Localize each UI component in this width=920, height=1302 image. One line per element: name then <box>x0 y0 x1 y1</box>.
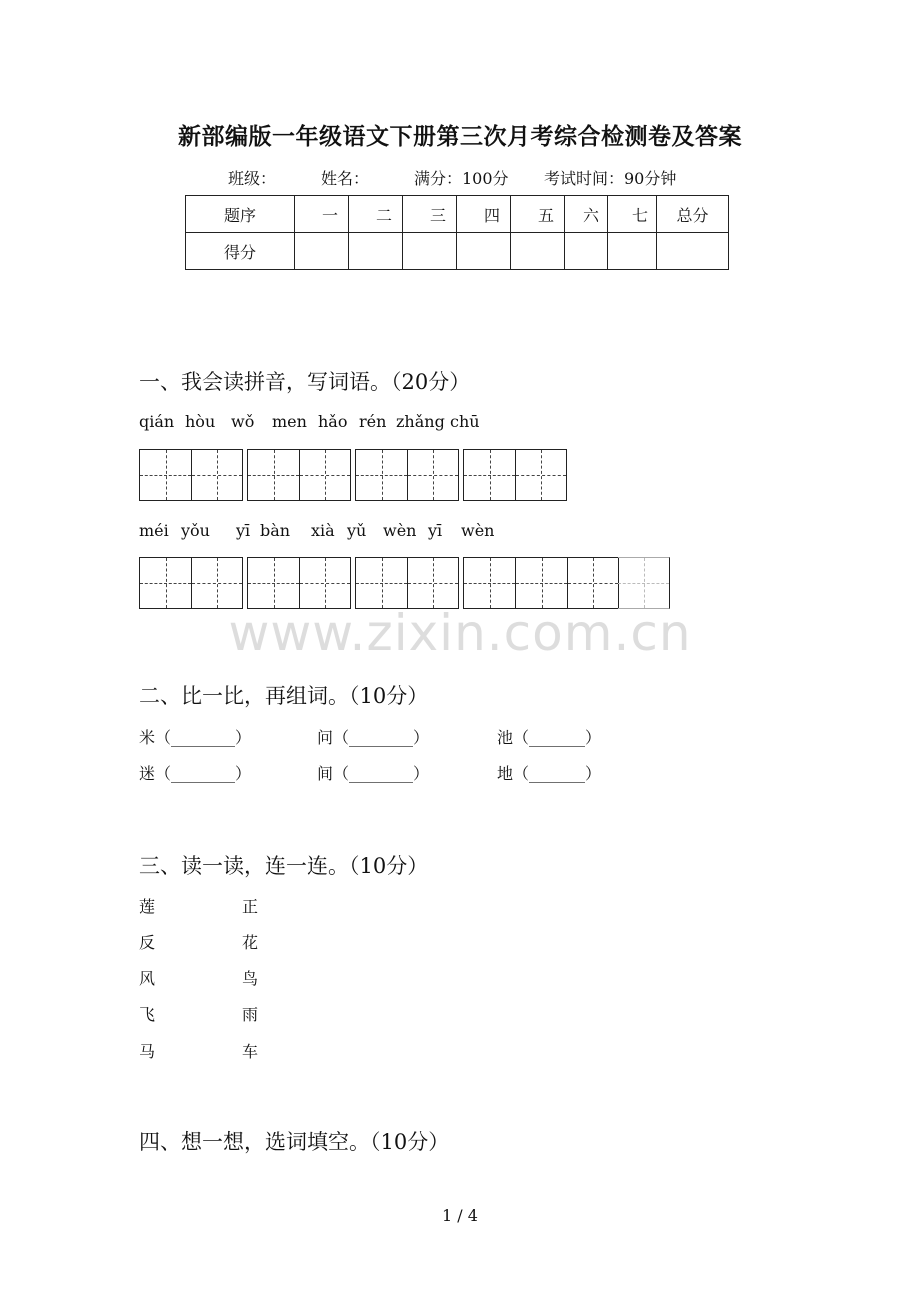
pinyin-syllable: xià <box>311 521 335 540</box>
match-right-item[interactable]: 雨 <box>242 1005 259 1024</box>
writing-box-pair <box>139 557 243 609</box>
writing-cell[interactable] <box>407 449 459 501</box>
score-table-cell: 二 <box>349 196 403 233</box>
pinyin-line-2 <box>139 521 639 541</box>
score-input-cell[interactable] <box>657 233 729 270</box>
writing-grid-row-2 <box>139 557 674 609</box>
writing-cell[interactable] <box>247 557 299 609</box>
score-table-cell: 题序 <box>186 196 295 233</box>
score-input-cell[interactable] <box>511 233 565 270</box>
word-item: 问（________） <box>317 728 430 747</box>
writing-box-pair <box>139 449 243 501</box>
word-item: 间（________） <box>317 764 430 783</box>
class-label: 班级： <box>228 169 277 188</box>
writing-box-triple <box>463 557 619 609</box>
pinyin-line-1 <box>139 412 639 432</box>
writing-cell[interactable] <box>355 557 407 609</box>
pinyin-syllable: méi <box>139 521 169 540</box>
writing-box-pair <box>247 557 351 609</box>
writing-cell[interactable] <box>191 557 243 609</box>
pinyin-syllable: wǒ <box>231 412 255 431</box>
score-table-cell: 四 <box>457 196 511 233</box>
match-left-item[interactable]: 反 <box>139 933 156 952</box>
pinyin-syllable: yǔ <box>347 521 367 540</box>
pinyin-syllable: zhǎng <box>396 412 445 431</box>
score-input-cell[interactable] <box>565 233 608 270</box>
watermark: www.zixin.com.cn <box>228 604 692 662</box>
writing-cell[interactable] <box>299 449 351 501</box>
match-left-item[interactable]: 马 <box>139 1042 156 1061</box>
page-number: 1 / 4 <box>442 1206 478 1225</box>
writing-box-pair <box>355 557 459 609</box>
exam-time-label: 考试时间：90分钟 <box>544 169 677 188</box>
score-table-cell: 一 <box>295 196 349 233</box>
writing-cell[interactable] <box>299 557 351 609</box>
pinyin-syllable: wèn <box>461 521 495 540</box>
pinyin-syllable: yī <box>236 521 251 540</box>
writing-box-extra <box>618 557 670 609</box>
writing-cell[interactable] <box>139 449 191 501</box>
match-left-item[interactable]: 飞 <box>139 1005 156 1024</box>
word-item: 地（_______） <box>497 764 602 783</box>
word-item: 米（________） <box>139 728 252 747</box>
score-table <box>185 195 729 270</box>
score-table-score-row <box>186 233 729 270</box>
writing-cell[interactable] <box>463 557 515 609</box>
pinyin-syllable: rén <box>359 412 387 431</box>
score-input-cell[interactable] <box>349 233 403 270</box>
writing-box-pair <box>463 449 567 501</box>
score-table-cell: 五 <box>511 196 565 233</box>
section4-heading: 四、想一想，选词填空。（10分） <box>139 1130 450 1154</box>
section2-heading: 二、比一比，再组词。（10分） <box>139 684 429 708</box>
match-left-item[interactable]: 莲 <box>139 897 156 916</box>
writing-box-pair <box>247 449 351 501</box>
page-title: 新部编版一年级语文下册第三次月考综合检测卷及答案 <box>178 123 742 150</box>
writing-cell[interactable] <box>139 557 191 609</box>
pinyin-syllable: men <box>272 412 307 431</box>
match-right-item[interactable]: 正 <box>242 897 259 916</box>
score-input-cell[interactable] <box>608 233 657 270</box>
word-item: 池（_______） <box>497 728 602 747</box>
name-label: 姓名： <box>321 169 370 188</box>
score-table-cell: 总分 <box>657 196 729 233</box>
pinyin-syllable: bàn <box>260 521 291 540</box>
score-input-cell[interactable] <box>457 233 511 270</box>
writing-grid-row-1 <box>139 449 571 501</box>
pinyin-syllable: hǎo <box>318 412 348 431</box>
full-score-label: 满分：100分 <box>414 169 509 188</box>
pinyin-syllable: wèn <box>383 521 417 540</box>
writing-cell[interactable] <box>618 557 670 609</box>
score-table-cell: 六 <box>565 196 608 233</box>
match-left-item[interactable]: 风 <box>139 969 156 988</box>
score-table-cell: 七 <box>608 196 657 233</box>
score-table-cell: 三 <box>403 196 457 233</box>
section3-heading: 三、读一读，连一连。（10分） <box>139 854 429 878</box>
section1-heading: 一、我会读拼音，写词语。（20分） <box>139 370 471 394</box>
writing-cell[interactable] <box>515 557 567 609</box>
pinyin-syllable: yǒu <box>181 521 210 540</box>
word-item: 迷（________） <box>139 764 252 783</box>
score-table-header-row <box>186 196 729 233</box>
match-right-item[interactable]: 鸟 <box>242 969 259 988</box>
match-right-item[interactable]: 车 <box>242 1042 259 1061</box>
pinyin-syllable: chū <box>450 412 480 431</box>
pinyin-syllable: hòu <box>185 412 216 431</box>
writing-box-pair <box>355 449 459 501</box>
writing-cell[interactable] <box>247 449 299 501</box>
writing-cell[interactable] <box>567 557 619 609</box>
writing-cell[interactable] <box>515 449 567 501</box>
pinyin-syllable: qián <box>139 412 175 431</box>
writing-cell[interactable] <box>407 557 459 609</box>
score-input-cell[interactable] <box>403 233 457 270</box>
match-right-item[interactable]: 花 <box>242 933 259 952</box>
writing-cell[interactable] <box>355 449 407 501</box>
score-input-cell[interactable] <box>295 233 349 270</box>
writing-cell[interactable] <box>463 449 515 501</box>
pinyin-syllable: yī <box>428 521 443 540</box>
writing-cell[interactable] <box>191 449 243 501</box>
score-row-label: 得分 <box>186 233 295 270</box>
